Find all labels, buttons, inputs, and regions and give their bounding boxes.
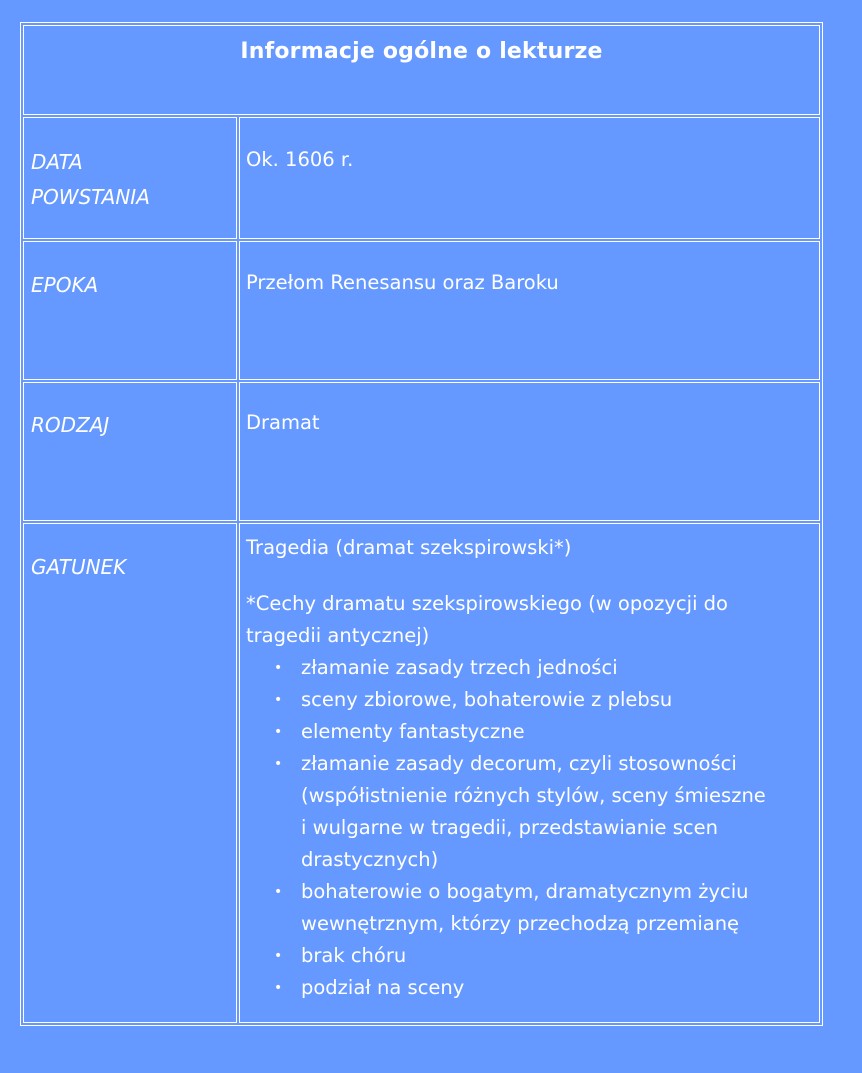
feature-item — [274, 940, 818, 972]
bullet-icon: • — [274, 884, 283, 900]
value-gatunek: Tragedia (dramat szekspirowski*) — [246, 536, 572, 559]
table-title: Informacje ogólne o lekturze — [240, 39, 603, 64]
features-intro — [246, 588, 818, 652]
feature-line: (współistnienie różnych stylów, sceny śmieszne — [301, 784, 766, 807]
bullet-icon: • — [274, 660, 283, 676]
feature-line: brak chóru — [301, 944, 407, 967]
feature-item — [274, 972, 818, 1004]
label-cell-data-powstania — [23, 117, 237, 239]
label-epoka: EPOKA — [31, 273, 99, 297]
label-gatunek: GATUNEK — [31, 555, 127, 579]
bullet-icon: • — [274, 724, 283, 740]
feature-line: złamanie zasady decorum, czyli stosowności — [301, 752, 737, 775]
feature-item — [274, 748, 818, 876]
bullet-icon: • — [274, 948, 283, 964]
features-list — [246, 652, 818, 1004]
label-cell-gatunek — [23, 523, 237, 1023]
value-rodzaj: Dramat — [246, 411, 320, 434]
label-cell-epoka — [23, 241, 237, 380]
value-cell-epoka — [239, 241, 820, 380]
value-data-powstania: Ok. 1606 r. — [246, 148, 354, 171]
table-title-cell — [23, 25, 820, 115]
feature-line: drastycznych) — [301, 848, 439, 871]
label-line: POWSTANIA — [31, 185, 150, 209]
bullet-icon: • — [274, 756, 283, 772]
feature-line: bohaterowie o bogatym, dramatycznym życiu — [301, 880, 749, 903]
label-data-powstania — [31, 145, 150, 215]
value-cell-rodzaj — [239, 382, 820, 521]
feature-item — [274, 652, 818, 684]
value-epoka: Przełom Renesansu oraz Baroku — [246, 271, 559, 294]
feature-line: złamanie zasady trzech jedności — [301, 656, 618, 679]
feature-item — [274, 684, 818, 716]
value-cell-data-powstania — [239, 117, 820, 239]
gatunek-content — [246, 532, 818, 1004]
feature-line: i wulgarne w tragedii, przedstawianie scen — [301, 816, 718, 839]
bullet-icon: • — [274, 692, 283, 708]
label-line: DATA — [31, 150, 83, 174]
features-intro-line: *Cechy dramatu szekspirowskiego (w opozycji do — [246, 592, 728, 615]
feature-line: elementy fantastyczne — [301, 720, 525, 743]
feature-line: wewnętrznym, którzy przechodzą przemianę — [301, 912, 740, 935]
feature-line: podział na sceny — [301, 976, 465, 999]
feature-item — [274, 876, 818, 940]
features-intro-line: tragedii antycznej) — [246, 624, 430, 647]
feature-item — [274, 716, 818, 748]
feature-line: sceny zbiorowe, bohaterowie z plebsu — [301, 688, 673, 711]
bullet-icon: • — [274, 980, 283, 996]
label-cell-rodzaj — [23, 382, 237, 521]
label-rodzaj: RODZAJ — [31, 413, 110, 437]
value-cell-gatunek — [239, 523, 820, 1023]
